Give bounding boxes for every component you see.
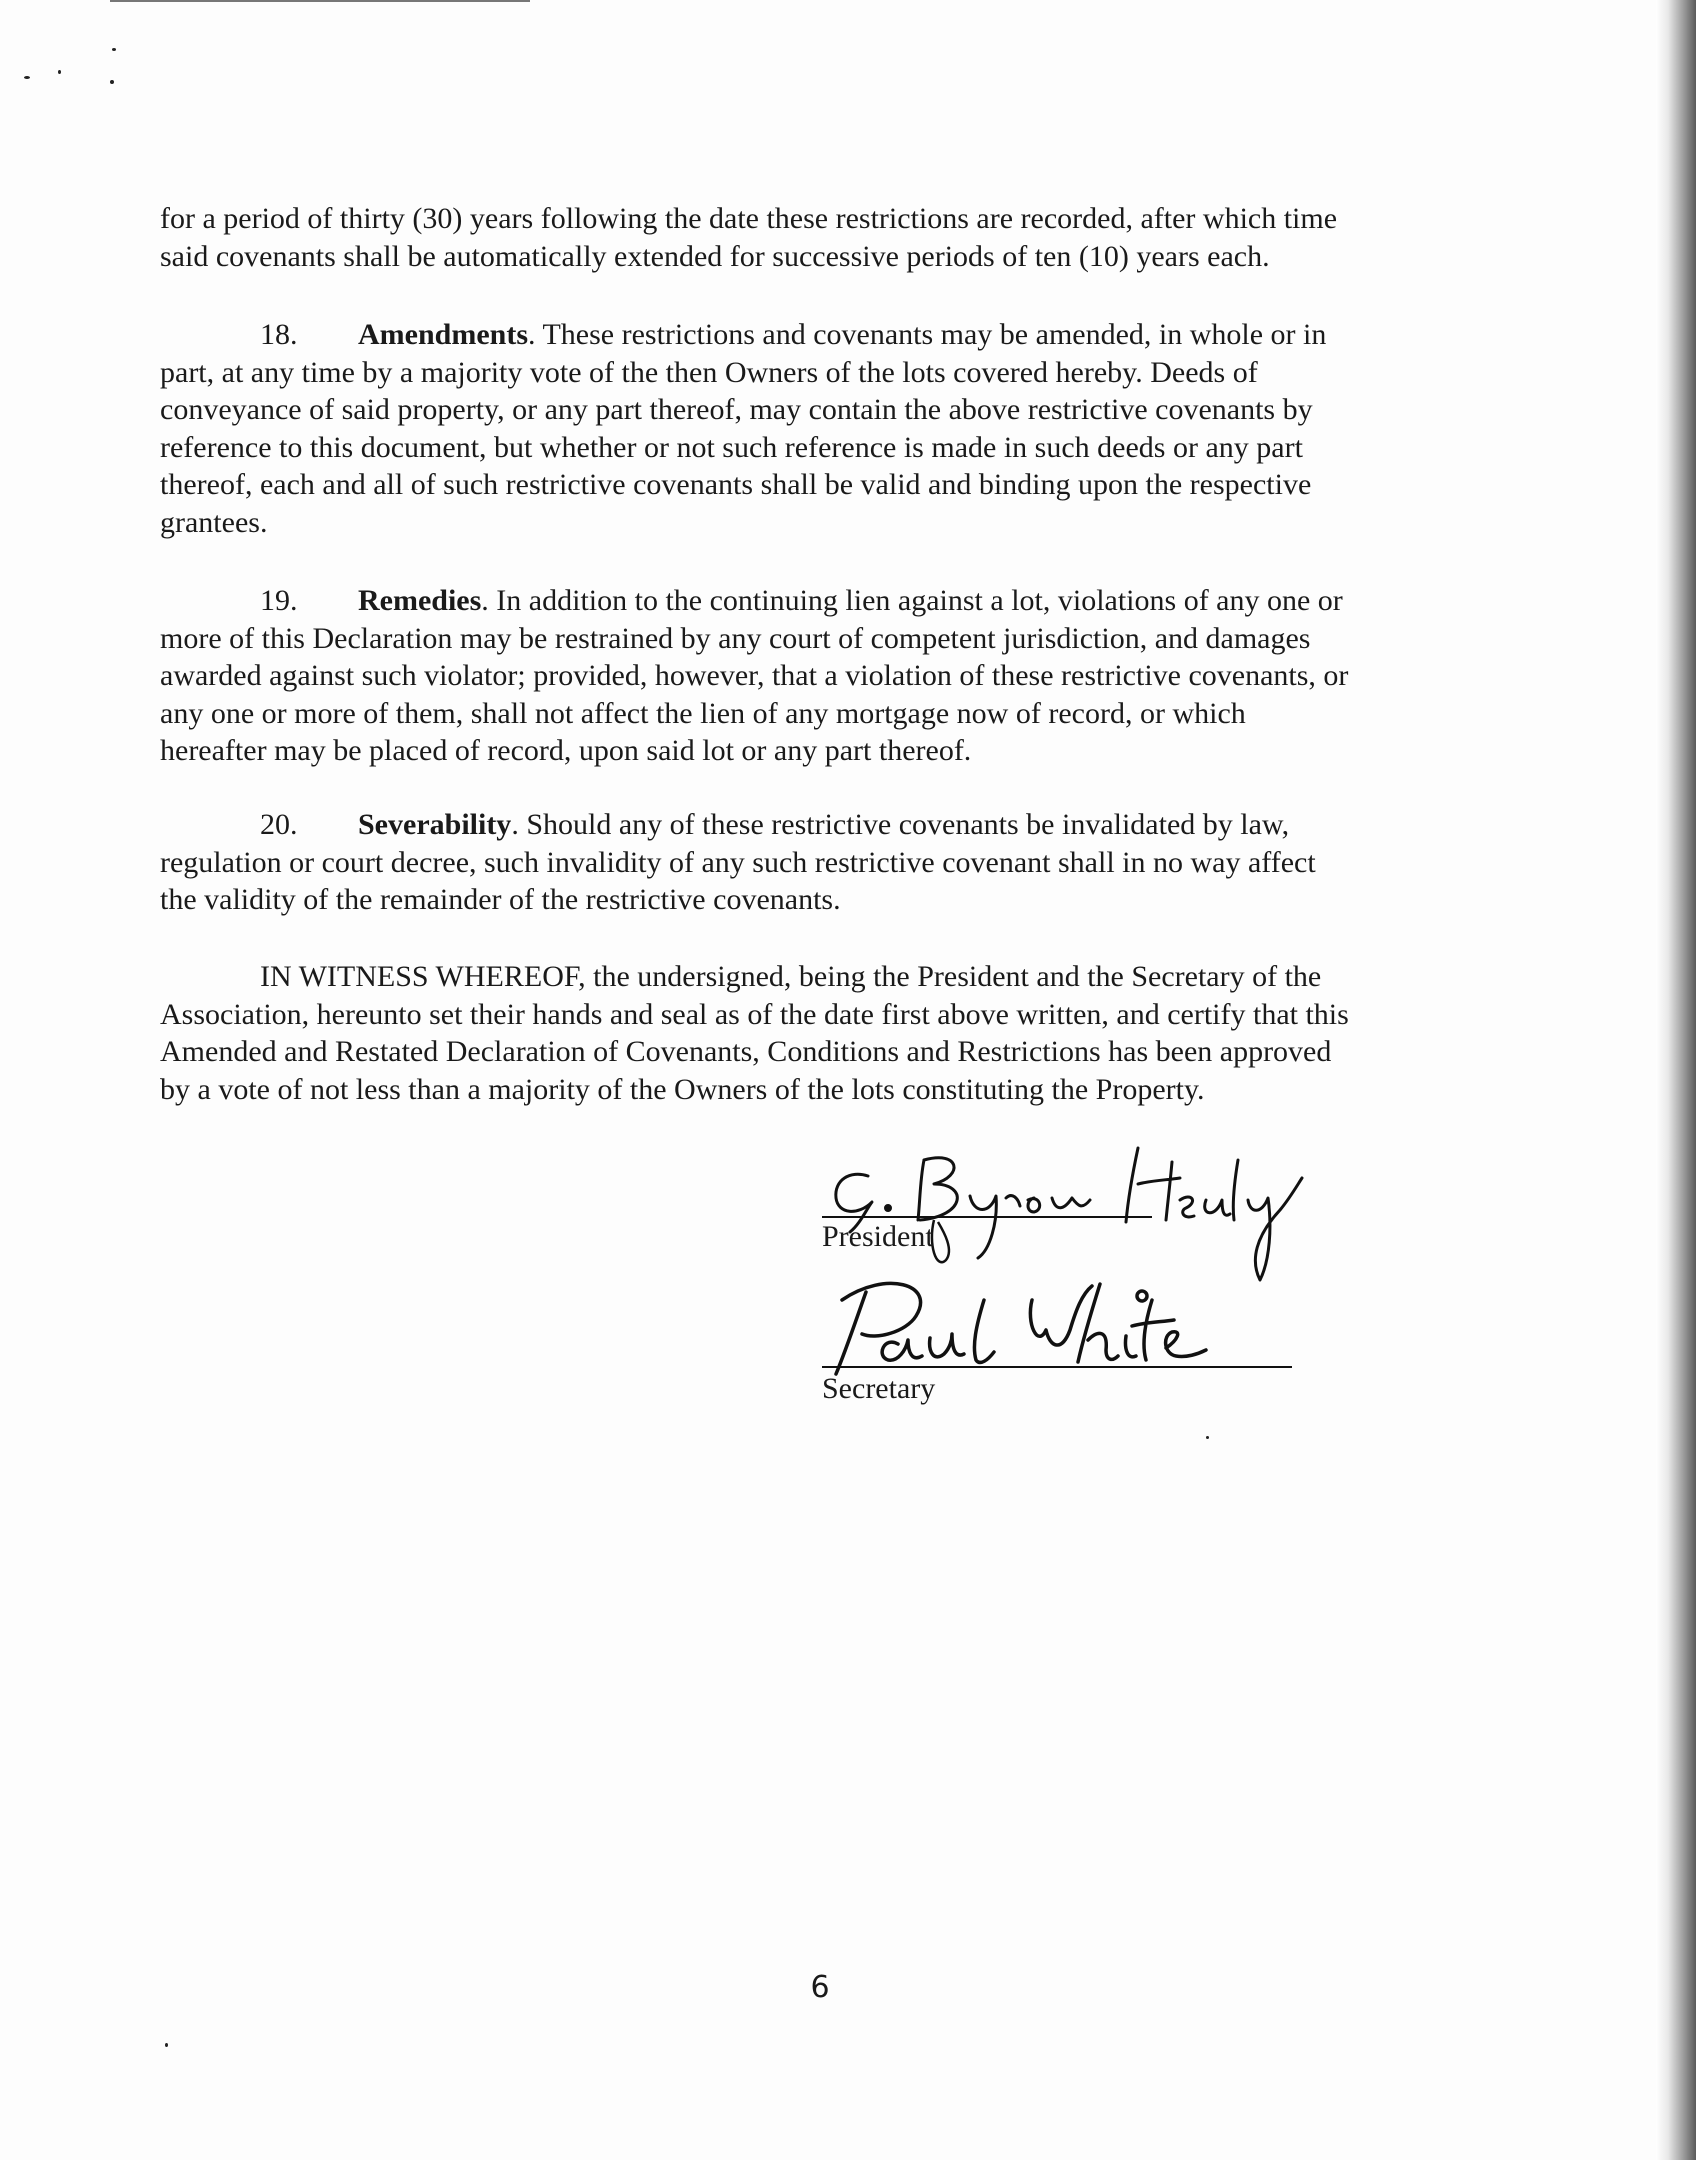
scan-speck bbox=[1206, 1436, 1209, 1439]
president-label: President bbox=[822, 1220, 934, 1253]
section-first-line-text: . Should any of these restrictive covenants be invalidated by law, bbox=[511, 808, 1290, 841]
section-first-line-text: . In addition to the continuing lien against a lot, violations of any one or bbox=[481, 584, 1343, 617]
president-signature bbox=[820, 1140, 1360, 1290]
text-line: any one or more of them, shall not affect the lien of any mortgage now of record, or which bbox=[160, 696, 1246, 730]
scan-edge-right bbox=[1656, 0, 1696, 2160]
section-heading: Amendments bbox=[358, 318, 528, 351]
section-heading: Severability bbox=[358, 808, 512, 841]
section-first-line bbox=[160, 806, 1460, 844]
section-18-amendments bbox=[160, 316, 1460, 541]
section-first-line-text: . These restrictions and covenants may be amended, in whole or in bbox=[528, 318, 1327, 351]
section-first-line bbox=[160, 316, 1460, 354]
witness-first-line-text: IN WITNESS WHEREOF, the undersigned, being the President and the Secretary of the bbox=[260, 960, 1322, 993]
text-line: more of this Declaration may be restrained by any court of competent jurisdiction, and damages bbox=[160, 621, 1311, 655]
text-line: part, at any time by a majority vote of the then Owners of the lots covered hereby. Deeds of bbox=[160, 355, 1258, 389]
text-line: awarded against such violator; provided, however, that a violation of these restrictive covenants, or bbox=[160, 659, 1349, 692]
secretary-signature bbox=[826, 1270, 1306, 1380]
scan-speck bbox=[112, 48, 116, 51]
text-line: Amended and Restated Declaration of Covenants, Conditions and Restrictions has been approved bbox=[160, 1035, 1332, 1068]
section-heading: Remedies bbox=[358, 584, 482, 617]
text-line: conveyance of said property, or any part thereof, may contain the above restrictive covenants by bbox=[160, 393, 1313, 426]
section-first-line bbox=[160, 582, 1460, 620]
witness-paragraph bbox=[160, 958, 1460, 1108]
scan-speck bbox=[110, 80, 114, 84]
scan-edge-top bbox=[110, 0, 530, 2]
text-line: Association, hereunto set their hands and seal as of the date first above written, and certify that this bbox=[160, 997, 1349, 1031]
text-line: reference to this document, but whether or not such reference is made in such deeds or any part bbox=[160, 430, 1303, 464]
continuation-paragraph bbox=[160, 200, 1460, 275]
president-signature-line bbox=[822, 1216, 1152, 1218]
scan-speck bbox=[165, 2043, 168, 2047]
text-line: the validity of the remainder of the restrictive covenants. bbox=[160, 883, 841, 916]
section-number: 20. bbox=[260, 808, 298, 841]
section-20-severability bbox=[160, 806, 1460, 919]
secretary-signature-line bbox=[822, 1366, 1292, 1368]
text-line: for a period of thirty (30) years following the date these restrictions are recorded, after which time bbox=[160, 202, 1338, 235]
text-line: regulation or court decree, such invalidity of any such restrictive covenant shall in no way affect bbox=[160, 845, 1316, 879]
text-line: by a vote of not less than a majority of the Owners of the lots constituting the Property. bbox=[160, 1072, 1205, 1106]
page-number: 6 bbox=[810, 1970, 830, 2005]
section-number: 19. bbox=[260, 584, 298, 617]
scan-speck bbox=[58, 70, 61, 74]
text-line: thereof, each and all of such restrictive covenants shall be valid and binding upon the respective bbox=[160, 468, 1312, 501]
witness-first-line bbox=[160, 958, 1460, 996]
section-19-remedies bbox=[160, 582, 1460, 770]
text-line: grantees. bbox=[160, 505, 268, 539]
secretary-label: Secretary bbox=[822, 1372, 936, 1405]
text-line: hereafter may be placed of record, upon said lot or any part thereof. bbox=[160, 734, 972, 767]
text-line: said covenants shall be automatically extended for successive periods of ten (10) years each. bbox=[160, 239, 1270, 273]
section-number: 18. bbox=[260, 318, 298, 351]
scan-speck bbox=[24, 76, 30, 79]
